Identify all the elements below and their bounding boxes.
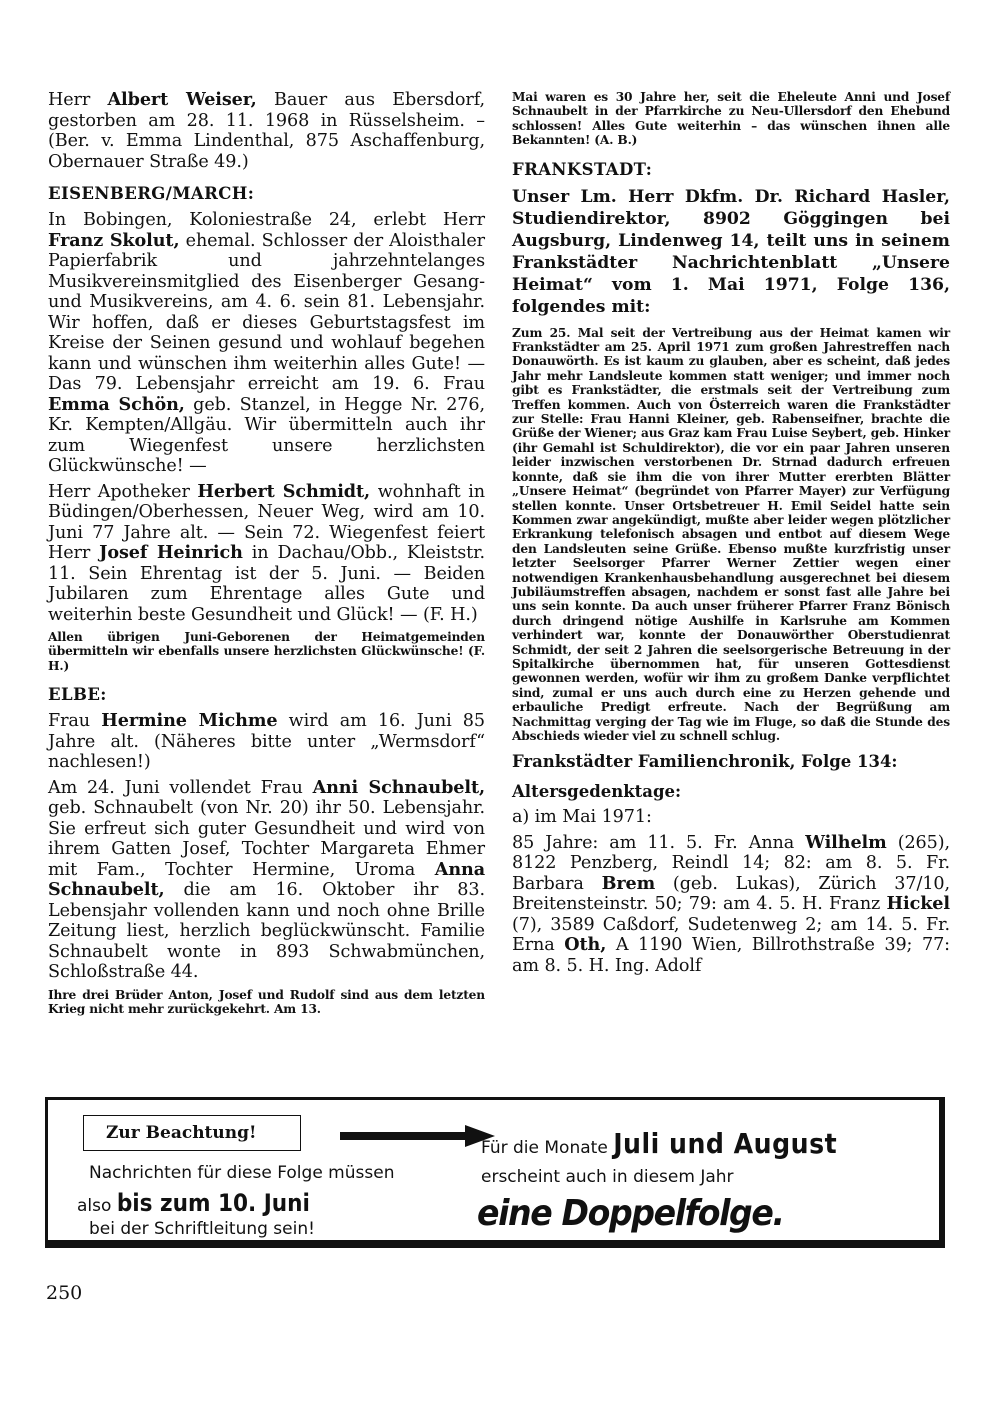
paragraph-weiser: Herr Albert Weiser, Bauer aus Ebersdorf, gestorben am 28. 11. 1968 in Rüsselsheim. – (Ber. v. Emma Lindenthal, 875 Aschaffenburg, Obernauer Straße 49.) [48,89,485,172]
notice-line-3: bei der Schriftleitung sein! [89,1219,315,1239]
heading-eisenberg: EISENBERG/MARCH: [48,184,255,203]
paragraph-michme: Frau Hermine Michme wird am 16. Juni 85 Jahre alt. (Näheres bitte unter „Wermsdorf“ nachlesen!) [48,710,485,773]
heading-frankstadt: FRANKSTADT: [512,159,653,179]
notice-rule-top [45,1097,945,1100]
notice-rule-left [45,1097,48,1247]
arrow-right-icon [340,1125,495,1147]
right-column [512,90,950,981]
deadline-date: bis zum 10. Juni [116,1189,310,1217]
heading-familienchronik: Frankstädter Familienchronik, Folge 134: [512,752,898,772]
notice-rule-right [939,1097,945,1247]
paragraph-skolut: In Bobingen, Koloniestraße 24, erlebt Herr Franz Skolut, ehemal. Schlosser der Aloisthaler Papierfabrik und jahrzehntelanges Musikvereinsmitglied des Eisenberger Gesang- und Musikvereins, am 4. 6. sein 81. Lebensjahr. Wir hoffen, daß er dieses Geburtstagsfest im Kreise der Seinen gesund und wohlauf begehen kann und wünschen ihm weiterhin alles Gute! — Das 79. Lebensjahr erreicht am 19. 6. Frau Emma Schön, geb. Stanzel, in Hegge Nr. 276, Kr. Kempten/Allgäu. Wir übermitteln auch ihr zum Wiegenfest unsere herzlichsten Glückwünsche! — [48,210,485,476]
notice-rule-bottom [45,1240,945,1248]
page-number: 250 [46,1282,83,1304]
notice-right-line-2: erscheint auch in diesem Jahr [481,1167,734,1187]
paragraph-hasler-intro: Unser Lm. Herr Dkfm. Dr. Richard Hasler, Studiendirektor, 8902 Göggingen bei Augsburg, Lindenweg 14, teilt uns in seinem Frankstädter Nachrichtenblatt „Unsere Heimat“ vom 1. Mai 1971, Folge 136, folgendes mit: [512,186,950,317]
paragraph-juni-geborenen: Allen übrigen Juni-Geborenen der Heimatgemeinden übermitteln wir ebenfalls unsere herzlichsten Glückwünsche! (F. H.) [48,630,485,673]
notice-box [45,1097,945,1249]
left-column [48,90,485,1023]
paragraph-schnaubelt: Am 24. Juni vollendet Frau Anni Schnaubelt, geb. Schnaubelt (von Nr. 20) ihr 50. Lebensjahr. Sie erfreut sich guter Gesundheit und wird von ihrem Gatten Josef, Tochter Margareta Ehmer mit Fam., Tochter Hermine, Uroma Anna Schnaubelt, die am 16. Oktober ihr 83. Lebensjahr vollenden kann und noch ohne Brille Zeitung liest, herzlich beglückwünscht. Familie Schnaubelt wonte in 893 Schwabmünchen, Schloßstraße 44. [48,776,486,983]
notice-line-1: Nachrichten für diese Folge müssen [89,1163,395,1183]
heading-altersgedenktage: Altersgedenktage: [512,782,682,802]
doppelfolge-label: eine Doppelfolge. [477,1193,784,1234]
notice-right-line-1: Für die Monate Juli und August [481,1127,838,1160]
paragraph-eheleute: Mai waren es 30 Jahre her, seit die Eheleute Anni und Josef Schnaubelt in der Pfarrkirche zu Neu-Ullersdorf den Ehebund schlossen! Alles Gute weiterhin – das wünschen ihnen alle Bekannten! (A. B.) [512,90,950,148]
months-label: Juli und August [613,1127,838,1160]
notice-line-2: also bis zum 10. Juni [77,1189,310,1217]
paragraph-geburtstage-mai: 85 Jahre: am 11. 5. Fr. Anna Wilhelm (265), 8122 Penzberg, Reindl 14; 82: am 8. 5. Fr. Barbara Brem (geb. Lukas), Zürich 37/10, Breitensteinstr. 50; 79: am 4. 5. H. Franz Hickel (7), 3589 Caßdorf, Sudetenweg 2; am 14. 5. Fr. Erna Oth, A 1190 Wien, Billrothstraße 39; 77: am 8. 5. H. Ing. Adolf [512,831,951,976]
attention-label: Zur Beachtung! [83,1115,301,1151]
subheading-mai-1971: a) im Mai 1971: [512,807,652,828]
heading-elbe: ELBE: [48,685,107,705]
paragraph-brueder: Ihre drei Brüder Anton, Josef und Rudolf sind aus dem letzten Krieg nicht mehr zurückgekehrt. Am 13. [48,987,485,1017]
paragraph-schmidt: Herr Apotheker Herbert Schmidt, wohnhaft in Büdingen/Oberhessen, Neuer Weg, wird am 10. Juni 77 Jahre alt. — Sein 72. Wiegenfest feiert Herr Josef Heinrich in Dachau/Obb., Kleiststr. 11. Sein Ehrentag ist der 5. Juni. — Beiden Jubilaren zum Ehrentage alles Gute und weiterhin beste Gesundheit und Glück! — (F. H.) [48,480,485,625]
paragraph-jahrestreffen: Zum 25. Mal seit der Vertreibung aus der Heimat kamen wir Frankstädter am 25. April 1971 zum großen Jahrestreffen nach Donauwörth. Es ist kaum zu glauben, aber es scheint, daß jedes Jahr mehr Landsleute kommen statt weniger; und immer noch gibt es Frankstädter, die erstmals seit der Vertreibung zum Treffen kommen. Auch von Österreich waren die Frankstädter zur Stelle: Frau Hanni Kleiner, geb. Rabenseifner, brachte die Grüße der Wiener; aus Graz kam Frau Luise Seybert, geb. Hinker (ihr Gemahl ist Schuldirektor), die vor ein paar Jahren unseren leider inzwischen verstorbenen Dr. Strnad dadurch erfreuen konnte, daß sie ihm die von ihrer Mutter ererbten Blätter „Unsere Heimat“ (begründet von Pfarrer Mayer) zur Verfügung stellen konnte. Unser Ortsbetreuer H. Emil Seidel hatte sein Kommen zwar angekündigt, mußte aber leider wegen plötzlicher Erkrankung telefonisch absagen und entbot auf diesem Wege den Landsleuten seine Grüße. Ebenso mußte kurzfristig unser letzter Seelsorger Pfarrer Werner Zettier wegen einer notwendigen Krankenhausbehandlung ausgerechnet bei diesem Jubiläumstreffen absagen, nachdem er sonst fast alle Jahre bei uns sein konnte. Da auch unser früherer Pfarrer Franz Bönisch durch dringend nötige Aushilfe in Karlsruhe am Kommen verhindert war, konnte der Donauwörther Oberstudienrat Schmidt, der seit 2 Jahren die seelsorgerische Betreuung in der Spitalkirche übernommen hat, für unseren Gottesdienst gewonnen werden, wofür wir ihm zu großem Danke verpflichtet sind, zumal er uns auch durch eine zu Herzen gehende und erbauliche Predigt erfreute. Nach der Begrüßung am Nachmittag verging der Tag wie im Fluge, so daß die Stunde des Abschieds wieder viel zu schnell schlug. [512,325,950,743]
